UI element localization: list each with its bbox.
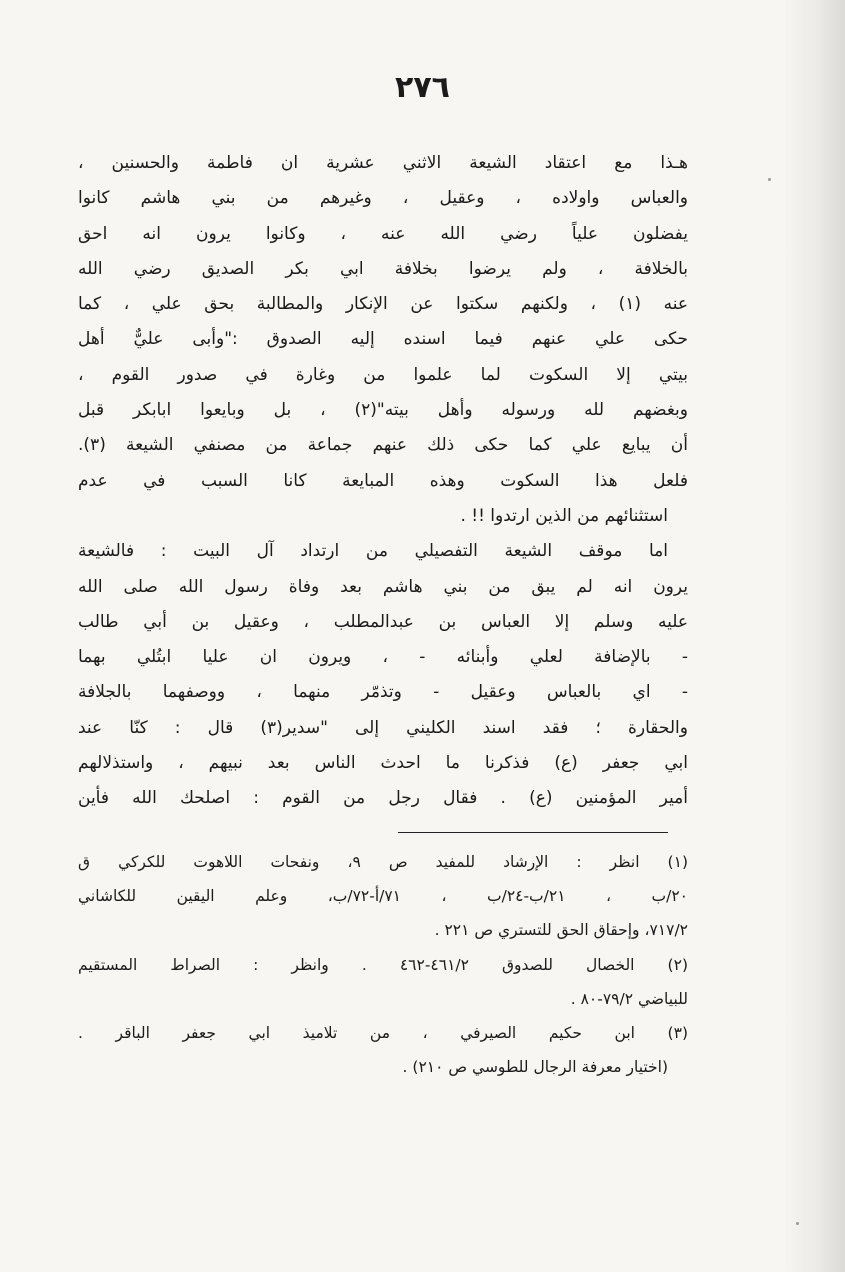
- body-line: عليه وسلم إلا العباس بن عبدالمطلب ، وعقيل بن أبي طالب: [78, 611, 688, 632]
- margin-speck: [768, 178, 771, 181]
- footnote-line: (اختيار معرفة الرجال للطوسي ص ٢١٠) .: [402, 1058, 668, 1077]
- body-line: بيتي إلا السكوت لما علموا من وغارة في صدور القوم ،: [78, 364, 688, 385]
- body-line: عنه (١) ، ولكنهم سكتوا عن الإنكار والمطالبة بحق علي ، كما: [78, 294, 688, 315]
- body-line: أن يبايع علي كما حكى ذلك عنهم جماعة من مصنفي الشيعة (٣).: [78, 435, 688, 456]
- footnote-line: ٧١٧/٢، وإحقاق الحق للتستري ص ٢٢١ .: [434, 921, 688, 940]
- body-line: فلعل هذا السكوت وهذه المبايعة كانا السبب في عدم: [78, 470, 688, 491]
- body-text: [78, 146, 688, 817]
- page-number: ٢٧٦: [395, 70, 450, 105]
- footnote-line: ٢٠/ب ، ٢١/ب-٢٤/ب ، ٧١/أ-٧٢/ب، وعلم اليقين للكاشاني: [78, 887, 688, 906]
- body-line: والعباس واولاده ، وعقيل ، وغيرهم من بني هاشم كانوا: [78, 188, 688, 209]
- body-line: هـذا مع اعتقاد الشيعة الاثني عشرية ان فاطمة والحسنين ،: [78, 153, 688, 173]
- body-line: اما موقف الشيعة التفصيلي من ارتداد آل البيت : فالشيعة: [78, 541, 668, 562]
- footnotes: [78, 845, 688, 1084]
- body-line: يفضلون علياً رضي الله عنه ، وكانوا يرون انه احق: [78, 223, 688, 244]
- body-line: استثنائهم من الذين ارتدوا !! .: [460, 505, 668, 526]
- page-edge-shadow: [783, 0, 845, 1272]
- margin-speck: [796, 1222, 799, 1225]
- footnote-line: (٢) الخصال للصدوق ٤٦١/٢-٤٦٢ . وانظر : الصراط المستقيم: [78, 955, 688, 974]
- body-line: حكى علي عنهم فيما اسنده إليه الصدوق :"وأبى عليٌّ أهل: [78, 329, 688, 350]
- body-line: والحقارة ؛ فقد اسند الكليني إلى "سدير(٣) قال : كنّا عند: [78, 717, 688, 738]
- body-line: - اي بالعباس وعقيل - وتذمّر منهما ، ووصفهما بالجلافة: [78, 682, 688, 703]
- body-line: يرون انه لم يبق من بني هاشم بعد وفاة رسول الله صلى الله: [78, 576, 688, 597]
- body-line: وبغضهم لله ورسوله وأهل بيته"(٢) ، بل وبايعوا ابابكر قبل: [78, 400, 688, 421]
- footnote-separator: [398, 832, 668, 833]
- body-line: بالخلافة ، ولم يرضوا بخلافة ابي بكر الصديق رضي الله: [78, 258, 688, 279]
- body-line: - بالإضافة لعلي وأبنائه - ، ويرون ان عليا ابتُلي بهما: [78, 647, 688, 668]
- body-line: ابي جعفر (ع) فذكرنا ما احدث الناس بعد نبيهم ، واستذلالهم: [78, 753, 688, 774]
- footnote-line: للبياضي ٧٩/٢-٨٠ .: [570, 989, 688, 1008]
- footnote-line: (١) انظر : الإرشاد للمفيد ص ٩، ونفحات اللاهوت للكركي ق: [78, 853, 688, 871]
- footnote-line: (٣) ابن حكيم الصيرفي ، من تلاميذ ابي جعفر الباقر .: [78, 1023, 688, 1042]
- body-line: أمير المؤمنين (ع) . فقال رجل من القوم : اصلحك الله فأين: [78, 788, 688, 809]
